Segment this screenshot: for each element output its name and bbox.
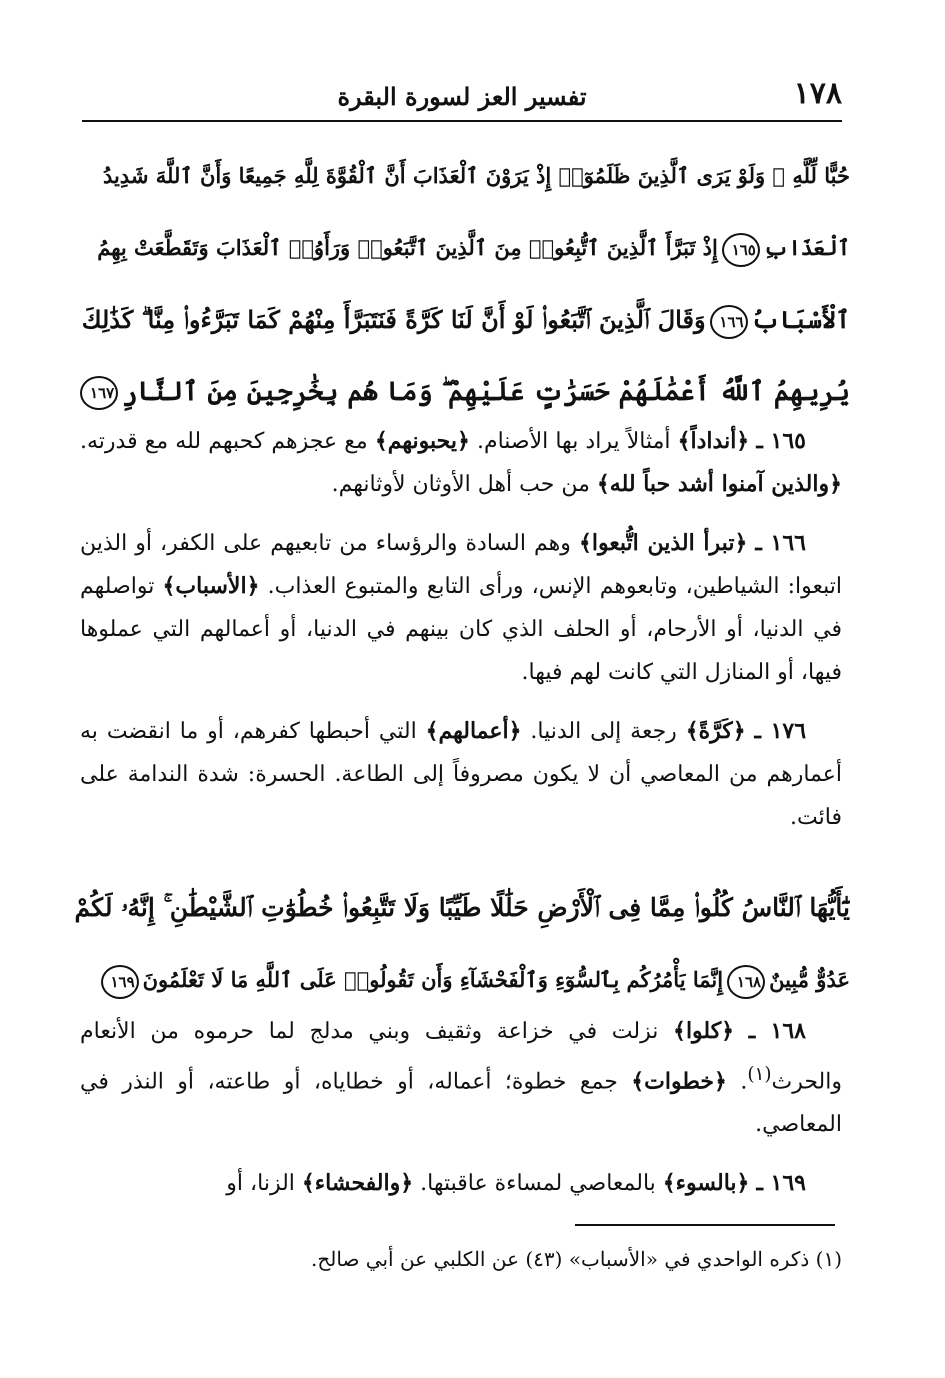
verse-line: يُرِيهِمُ ٱللَّهُ أَعْمَٰلَهُمْ حَسَرَٰتٍ عَلَيْهِمْ ۖ وَمَا هُم بِخَٰرِجِينَ مِنَ ٱلنَّارِ١٦٧ [72, 356, 850, 428]
quran-verses-165-167 [72, 140, 850, 428]
ayah-number-169: ١٦٩ [101, 965, 139, 999]
page-header [82, 70, 842, 122]
commentary-paragraph-168: ١٦٨ ـ ﴿كلوا﴾ نزلت في خزاعة وثقيف وبني مدلج لما حرموه من الأنعام والحرث$^{(١)}$. ﴿خطوات﴾ جمع خطوة؛ أعماله، أو خطاياه، أو طاعته، أو النذر في المعاصي. [80, 1018, 842, 1138]
commentary-168-169 [80, 1010, 842, 1221]
quran-verses-168-169 [72, 872, 850, 1016]
verse-line: عَدُوٌّ مُّبِينٌ١٦٨إِنَّمَا يَأْمُرُكُم بِٱلسُّوٓءِ وَٱلْفَحْشَآءِ وَأَن تَقُولُوا۟ عَلَى ٱللَّهِ مَا لَا تَعْلَمُونَ١٦٩ [72, 944, 850, 1016]
ayah-number-167: ١٦٧ [80, 376, 118, 410]
verse-line: ٱلْأَسْبَابُ١٦٦وَقَالَ ٱلَّذِينَ ٱتَّبَعُوا۟ لَوْ أَنَّ لَنَا كَرَّةً فَنَتَبَرَّأَ مِنْهُمْ كَمَا تَبَرَّءُوا۟ مِنَّا ۗ كَذَٰلِكَ [72, 284, 850, 356]
page-number: ١٧٨ [793, 76, 842, 111]
verse-line: يَٰٓأَيُّهَا ٱلنَّاسُ كُلُوا۟ مِمَّا فِى ٱلْأَرْضِ حَلَٰلًا طَيِّبًا وَلَا تَتَّبِعُوا۟ خُطُوَٰتِ ٱلشَّيْطَٰنِ ۚ إِنَّهُۥ لَكُمْ [74, 893, 850, 922]
commentary-paragraph-169: ١٦٩ ـ ﴿بالسوء﴾ بالمعاصي لمساءة عاقبتها. ﴿والفحشاء﴾ الزنا، أو [226, 1170, 806, 1197]
ayah-number-166: ١٦٦ [710, 305, 748, 339]
ayah-number-168: ١٦٨ [727, 965, 765, 999]
footnote: (١) ذكره الواحدي في «الأسباب» (٤٣) عن الكلبي عن أبي صالح. [311, 1247, 842, 1271]
ayah-number-165: ١٦٥ [722, 233, 760, 267]
commentary-paragraph-166: ١٦٦ ـ ﴿تبرأ الذين اتُّبعوا﴾ وهم السادة والرؤساء من تابعيهم على الكفر، أو الذين اتبعوا: الشياطين، وتابعوهم الإنس، ورأى التابع والمتبوع العذاب. ﴿الأسباب﴾ تواصلهم في الدنيا، أو الأرحام، أو الحلف الذي كان بينهم في الدنيا، أو أعمالهم التي عملوها فيها، أو المنازل التي كانت لهم فيها. [80, 530, 843, 685]
verse-line: ٱلْعَذَابِ١٦٥إِذْ تَبَرَّأَ ٱلَّذِينَ ٱتُّبِعُوا۟ مِنَ ٱلَّذِينَ ٱتَّبَعُوا۟ وَرَأَوُا۟ ٱلْعَذَابَ وَتَقَطَّعَتْ بِهِمُ [72, 212, 850, 284]
commentary-paragraph-165: ١٦٥ ـ ﴿أنداداً﴾ أمثالاً يراد بها الأصنام. ﴿يحبونهم﴾ مع عجزهم كحبهم لله مع قدرته. ﴿والذين آمنوا أشد حباً لله﴾ من حب أهل الأوثان لأوثانهم. [80, 428, 842, 497]
footnote-reference: (١) [747, 1064, 772, 1085]
verse-line: حُبًّا لِّلَّهِ ۗ وَلَوْ يَرَى ٱلَّذِينَ ظَلَمُوٓا۟ إِذْ يَرَوْنَ ٱلْعَذَابَ أَنَّ ٱلْقُوَّةَ لِلَّهِ جَمِيعًا وَأَنَّ ٱللَّهَ شَدِيدُ [102, 163, 850, 188]
commentary-165-167 [80, 420, 842, 855]
footnote-divider [575, 1224, 835, 1226]
commentary-paragraph-167: ١٧٦ ـ ﴿كَرَّةً﴾ رجعة إلى الدنيا. ﴿أعمالهم﴾ التي أحبطها كفرهم، أو ما انقضت به أعمارهم من المعاصي أن لا يكون مصروفاً إلى الطاعة. الحسرة: شدة الندامة على فائت. [80, 718, 842, 830]
running-title: تفسير العز لسورة البقرة [337, 82, 587, 111]
